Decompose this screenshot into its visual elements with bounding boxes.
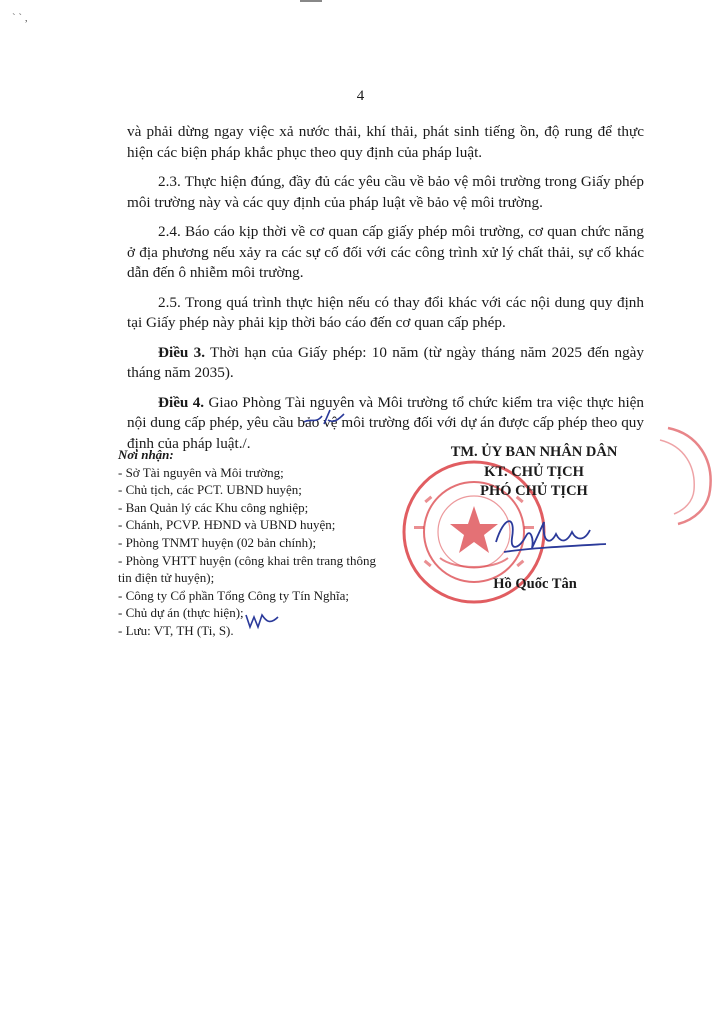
recipient-item: - Ban Quản lý các Khu công nghiệp; (118, 499, 309, 515)
signature-title-2: KT. CHỦ TỊCH (484, 463, 584, 480)
recipient-item: - Chủ dự án (thực hiện); (118, 605, 244, 621)
paragraph-2-5: 2.5. Trong quá trình thực hiện nếu có thay đổi khác với các nội dung quy định tại Giấy phép này phải kịp thời báo cáo đến cơ quan cấp phép. (127, 293, 644, 331)
article-3 (127, 343, 644, 384)
margin-seal (638, 420, 721, 530)
recipient-item: - Sở Tài nguyên và Môi trường; (118, 464, 284, 480)
recipient-item: - Lưu: VT, TH (Ti, S). (118, 622, 234, 638)
signature-title-3: PHÓ CHỦ TỊCH (480, 483, 588, 499)
paragraph-2-4: 2.4. Báo cáo kịp thời về cơ quan cấp giấy phép môi trường, cơ quan chức năng ở địa phương nếu xảy ra các sự cố đối với các công trình xử lý chất thải, sự cố khác dẫn đến ô nhiễm môi trường. (127, 223, 644, 281)
article-3-text: Thời hạn của Giấy phép: 10 năm (từ ngày tháng năm 2025 đến ngày tháng năm 2035). (127, 343, 645, 381)
scan-artifact: ` ` , (12, 12, 28, 24)
signer-name: Hồ Quốc Tân (493, 576, 577, 592)
handwritten-initials (244, 607, 280, 631)
recipient-item: - Công ty Cổ phần Tổng Công ty Tín Nghĩa; (118, 587, 349, 603)
handwritten-signature (490, 508, 610, 568)
document-body (127, 122, 644, 463)
article-4-text: Giao Phòng Tài nguyên và Môi trường tổ chức kiểm tra việc thực hiện nội dung cấp phép, yêu cầu bảo vệ môi trường đối với dự án được cấp phép theo quy định của pháp luật./. (127, 393, 644, 452)
recipients-heading: Nơi nhận: (118, 447, 174, 462)
paragraph-continuation: và phải dừng ngay việc xả nước thải, khí thải, phát sinh tiếng ồn, độ rung để thực hiện các biện pháp khắc phục theo quy định của pháp luật. (127, 123, 644, 161)
scan-mark (300, 0, 322, 2)
article-3-label: Điều 3. (158, 343, 206, 361)
recipient-item: - Phòng VHTT huyện (công khai trên trang thông tin điện tử huyện); (118, 552, 377, 586)
signature-title-1: TM. ỦY BAN NHÂN DÂN (450, 444, 618, 460)
handwritten-initials (300, 408, 346, 430)
page-number: 4 (356, 88, 365, 104)
signature-block (420, 443, 648, 502)
paragraph-2-3: 2.3. Thực hiện đúng, đầy đủ các yêu cầu về bảo vệ môi trường trong Giấy phép môi trường này và các quy định của pháp luật về bảo vệ môi trường. (127, 173, 644, 211)
recipient-item: - Chủ tịch, các PCT. UBND huyện; (118, 482, 302, 498)
article-4-label: Điều 4. (158, 393, 205, 411)
recipient-item: - Phòng TNMT huyện (02 bản chính); (118, 534, 317, 550)
recipient-item: - Chánh, PCVP. HĐND và UBND huyện; (118, 517, 336, 533)
